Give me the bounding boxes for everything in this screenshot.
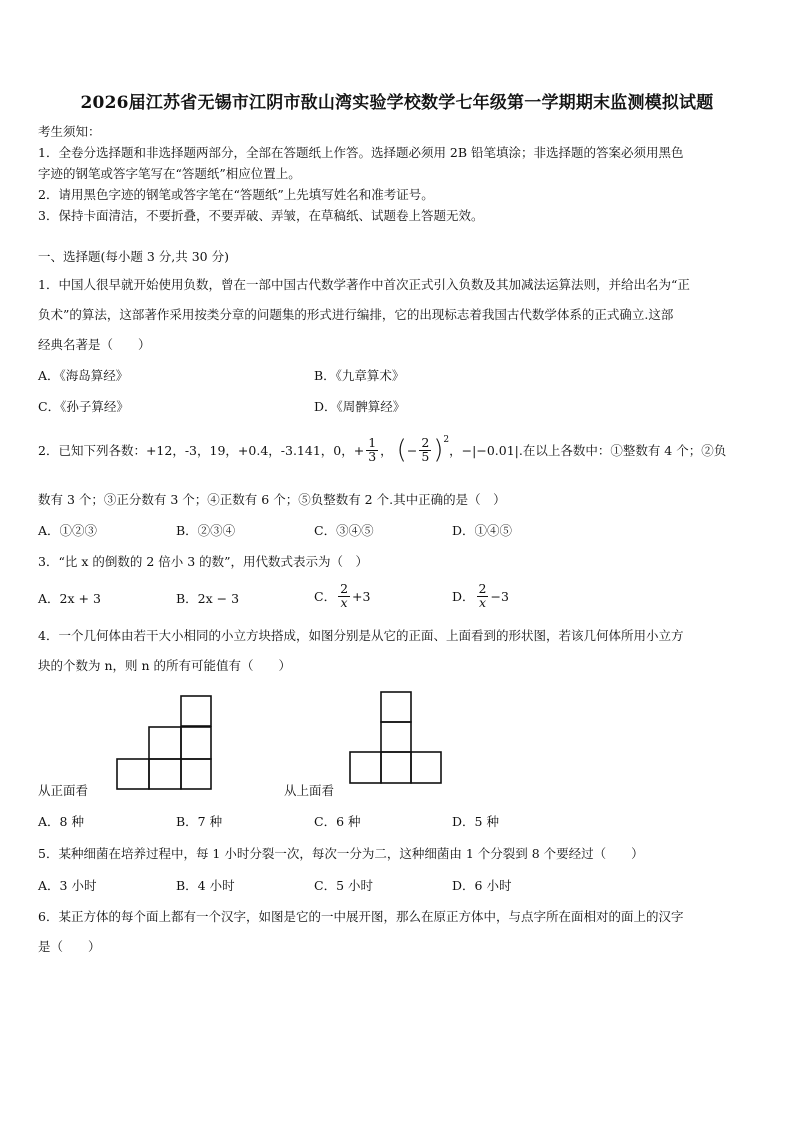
- cube-square: [181, 727, 211, 759]
- option-a: A．①②③: [38, 523, 98, 538]
- cube-square: [350, 752, 381, 783]
- option-c: [314, 575, 370, 617]
- option-b: B．《九章算术》: [314, 368, 405, 383]
- option-d: [452, 575, 509, 617]
- fraction: [477, 583, 489, 609]
- left-paren: (: [396, 435, 407, 465]
- notice-item: 字迹的钢笔或答字笔写在“答题纸”相应位置上。: [38, 166, 301, 181]
- option-c: C．6 种: [314, 814, 361, 829]
- top-view-figure: [340, 684, 450, 796]
- option-c: C．《孙子算经》: [38, 399, 129, 414]
- comma: ，: [380, 443, 393, 458]
- right-paren: ): [433, 435, 444, 465]
- option-d: D．6 小时: [452, 878, 512, 893]
- cube-square: [381, 752, 411, 783]
- option-a: A．3 小时: [38, 878, 97, 893]
- option-tail: +3: [352, 588, 371, 604]
- option-c: C．③④⑤: [314, 523, 374, 538]
- front-view-figure: [100, 688, 230, 800]
- fraction-denominator: 3: [368, 448, 377, 464]
- cube-square: [381, 722, 411, 752]
- squared-fraction: [397, 435, 449, 465]
- cube-square: [149, 727, 181, 759]
- option-d: D．①④⑤: [452, 523, 513, 538]
- question-2-line: [38, 430, 726, 470]
- minus-sign: −: [406, 442, 418, 458]
- question-3-stem: 3．“比 x 的倒数的 2 倍小 3 的数”，用代数式表示为（ ）: [38, 554, 369, 569]
- option-a: A．2x + 3: [38, 591, 101, 606]
- option-b: B．7 种: [176, 814, 223, 829]
- fraction-denominator: x: [340, 594, 348, 610]
- question-2-tail: ，−|−0.01|.在以上各数中：①整数有 4 个；②负: [449, 443, 727, 458]
- option-c: C．5 小时: [314, 878, 373, 893]
- cube-square: [181, 696, 211, 726]
- fraction: [419, 437, 431, 463]
- question-5-stem: 5．某种细菌在培养过程中，每 1 小时分裂一次，每次一分为二，这种细菌由 1 个分裂到 8 个要经过（ ）: [38, 846, 644, 861]
- question-6-line: 6．某正方体的每个面上都有一个汉字，如图是它的一中展开图，那么在原正方体中，与点字所在面相对的面上的汉字: [38, 909, 684, 924]
- notice-item: 1．全卷分选择题和非选择题两部分，全部在答题纸上作答。选择题必须用 2B 铅笔填涂；非选择题的答案必须用黑色: [38, 145, 684, 160]
- fraction-numerator: 2: [340, 581, 349, 596]
- fraction-denominator: 5: [421, 448, 430, 464]
- option-b: B．4 小时: [176, 878, 235, 893]
- question-6-line: 是（ ）: [38, 939, 101, 954]
- option-a: A．8 种: [38, 814, 84, 829]
- cube-square: [149, 759, 181, 789]
- question-2-line: 数有 3 个；③正分数有 3 个；④正数有 6 个；⑤负整数有 2 个.其中正确的是（ ）: [38, 492, 506, 507]
- question-4-line: 4．一个几何体由若干大小相同的小立方块搭成，如图分别是从它的正面、上面看到的形状图，若该几何体所用小立方: [38, 628, 684, 643]
- option-tail: −3: [490, 588, 509, 604]
- option-a: A．《海岛算经》: [38, 368, 129, 383]
- cube-square: [181, 759, 211, 789]
- page-title: 2026届江苏省无锡市江阴市敔山湾实验学校数学七年级第一学期期末监测模拟试题: [80, 93, 714, 113]
- cube-square: [381, 692, 411, 722]
- fraction-numerator: 2: [421, 435, 430, 450]
- exponent: 2: [443, 435, 450, 445]
- fraction: [366, 437, 378, 463]
- question-1-line: 经典名著是（ ）: [38, 337, 151, 352]
- section-heading: 一、选择题(每小题 3 分,共 30 分): [38, 249, 229, 264]
- option-d: D．5 种: [452, 814, 499, 829]
- option-label: C．: [314, 589, 337, 604]
- cube-square: [411, 752, 441, 783]
- fraction-denominator: x: [478, 594, 487, 610]
- top-view-caption: 从上面看: [284, 783, 335, 798]
- cube-square: [117, 759, 149, 789]
- notice-item: 3．保持卡面清洁，不要折叠，不要弄破、弄皱，在草稿纸、试题卷上答题无效。: [38, 208, 484, 223]
- option-b: B．2x − 3: [176, 591, 240, 606]
- notice-item: 2．请用黑色字迹的钢笔或答字笔在“答题纸”上先填写姓名和准考证号。: [38, 187, 434, 202]
- question-4-line: 块的个数为 n，则 n 的所有可能值有（ ）: [38, 658, 292, 673]
- front-view-caption: 从正面看: [38, 783, 89, 798]
- option-d: D．《周髀算经》: [314, 399, 406, 414]
- question-2-prefix: 2．已知下列各数：+12，-3，19，+0.4，-3.141，0，+: [38, 443, 365, 458]
- fraction: [338, 583, 350, 609]
- fraction-numerator: 2: [478, 581, 487, 596]
- question-1-line: 1．中国人很早就开始使用负数，曾在一部中国古代数学著作中首次正式引入负数及其加减法运算法则，并给出名为“正: [38, 277, 690, 292]
- notice-heading: 考生须知：: [38, 124, 101, 139]
- option-label: D．: [452, 589, 475, 604]
- fraction-numerator: 1: [368, 435, 377, 450]
- question-1-line: 负术”的算法，这部著作采用按类分章的问题集的形式进行编排，它的出现标志着我国古代数学体系的正式确立.这部: [38, 307, 674, 322]
- option-b: B．②③④: [176, 523, 236, 538]
